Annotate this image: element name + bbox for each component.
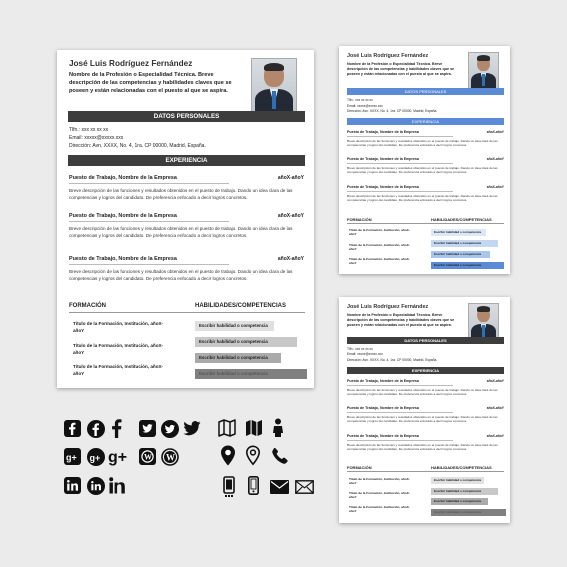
facebook-square-icon — [64, 420, 81, 437]
section-title-education: FORMACIÓN — [347, 465, 372, 470]
twitter-circle-icon — [161, 420, 179, 438]
skill-bar: Escribir habilidad o competencia — [431, 229, 486, 236]
contact-phone: Tlfn.: xxx xx xx xx — [347, 98, 373, 102]
candidate-photo — [468, 303, 499, 340]
facebook-circle-icon — [87, 420, 105, 438]
profession-summary: Nombre de la Profesión o Especialidad Técnica. Breve descripción de las competencias y habilidades claves que se poseen y están relacionadas con el puesto al que se aspira. — [347, 62, 455, 77]
job-description: Breve descripción de las funciones y resultados obtenidos en el puesto de trabajo. Dando un idea clara de las competencias y logros del candidato. De preferencia enfocado a decir logros concretos. — [347, 194, 498, 203]
job-date: añoX-añoY — [486, 130, 504, 134]
contact-address: Dirección: Avn. XXXX, No. 4, 1ra. CP 00000, Madrid, España. — [69, 143, 206, 149]
linkedin-circle-icon — [87, 477, 105, 495]
location-pin-outline-icon — [245, 445, 261, 466]
mobile-outline-icon — [223, 476, 235, 497]
candidate-name: José Luis Rodríguez Fernández — [347, 304, 429, 310]
job-description: Breve descripción de las funciones y resultados obtenidos en el puesto de trabajo. Dando un idea clara de las competencias y logros del candidato. De preferencia enfocado a decir logros concretos. — [347, 139, 498, 148]
section-title-education: FORMACIÓN — [69, 303, 106, 309]
contact-phone: Tlfn.: xxx xx xx xx — [69, 127, 109, 133]
candidate-photo — [251, 58, 297, 113]
section-bar-experience: EXPERIENCIA — [347, 118, 504, 125]
googleplus-circle-icon — [87, 448, 105, 466]
skill-bar: Escribir habilidad o competencia — [195, 369, 307, 379]
skill-bar: Escribir habilidad o competencia — [195, 353, 281, 363]
resume-template-gray-small — [339, 297, 510, 523]
googleplus-square-icon — [64, 448, 81, 465]
contact-email: Email: xxxxx@xxxxx.xxx — [347, 104, 383, 108]
job-description: Breve descripción de las funciones y resultados obtenidos en el puesto de trabajo. Dando un idea clara de las competencias y logros del candidato. De preferencia enfocado a decir logros concretos. — [347, 415, 498, 424]
job-date: añoX-añoY — [486, 157, 504, 161]
education-item: Título de la Formación, Institución, añoX-añoY — [73, 321, 164, 333]
education-item: Título de la Formación, Institución, añoX-añoY — [73, 343, 164, 355]
divider — [69, 264, 229, 265]
skill-bar: Escribir habilidad o competencia — [431, 251, 490, 258]
job-date: añoX-añoY — [277, 256, 304, 262]
svg-text:g+: g+ — [66, 452, 77, 463]
twitter-icon — [183, 421, 201, 436]
education-item: Título de la Formación, Institución, añoX-añoY — [349, 477, 410, 486]
svg-text:W: W — [166, 452, 175, 463]
wordpress-square-icon — [139, 448, 156, 465]
wordpress-circle-icon — [161, 448, 179, 466]
divider — [347, 163, 453, 164]
profession-summary: Nombre de la Profesión o Especialidad Técnica. Breve descripción de las competencias y habilidades claves que se poseen y están relacionadas con el puesto al que se aspira. — [69, 72, 232, 94]
contact-address: Dirección: Avn. XXXX, No. 4, 1ra. CP 00000, Madrid, España. — [347, 358, 438, 362]
skill-bar: Escribir habilidad o competencia — [195, 321, 274, 331]
profession-summary: Nombre de la Profesión o Especialidad Técnica. Breve descripción de las competencias y habilidades claves que se poseen y están relacionadas con el puesto al que se aspira. — [347, 313, 455, 328]
divider — [69, 183, 229, 184]
googleplus-icon — [108, 447, 128, 466]
job-date: añoX-añoY — [486, 185, 504, 189]
divider — [347, 136, 453, 137]
divider — [347, 440, 453, 441]
divider — [69, 312, 305, 313]
education-item: Título de la Formación, Institución, añoX-añoY — [349, 505, 410, 514]
linkedin-icon — [109, 477, 125, 494]
education-item: Título de la Formación, Institución, añoX-añoY — [349, 228, 410, 237]
person-icon — [272, 418, 284, 437]
education-item: Título de la Formación, Institución, añoX-añoY — [73, 364, 164, 376]
phone-icon — [272, 447, 289, 464]
divider — [347, 471, 504, 472]
resume-template-large — [57, 50, 314, 388]
job-title: Puesto de Trabajo, Nombre de la Empresa — [347, 434, 419, 438]
svg-text:g+: g+ — [89, 453, 101, 463]
candidate-name: José Luis Rodríguez Fernández — [69, 59, 193, 68]
education-item: Título de la Formación, Institución, añoX-añoY — [349, 257, 410, 266]
candidate-photo — [468, 52, 499, 89]
candidate-name: José Luis Rodríguez Fernández — [347, 53, 429, 59]
job-date: añoX-añoY — [277, 175, 304, 181]
job-date: añoX-añoY — [277, 213, 304, 219]
envelope-outline-icon — [295, 480, 314, 494]
divider — [347, 223, 504, 224]
linkedin-square-icon — [64, 477, 81, 494]
divider — [347, 412, 453, 413]
contact-email: Email: xxxxx@xxxxx.xxx — [69, 135, 124, 141]
skill-bar: Escribir habilidad o competencia — [431, 488, 498, 495]
job-title: Puesto de Trabajo, Nombre de la Empresa — [347, 130, 419, 134]
job-description: Breve descripción de las funciones y resultados obtenidos en el puesto de trabajo. Dando un idea clara de las competencias y logros del candidato. De preferencia enfocado a decir logros concretos. — [347, 166, 498, 175]
section-title-skills: HABILIDADES/COMPETENCIAS — [431, 217, 492, 222]
section-bar-experience: EXPERIENCIA — [68, 155, 305, 166]
skill-bar: Escribir habilidad o competencia — [431, 262, 504, 269]
location-pin-filled-icon — [220, 445, 236, 466]
twitter-square-icon — [139, 420, 156, 437]
job-description: Breve descripción de las funciones y resultados obtenidos en el puesto de trabajo. Dando un idea clara de las competencias y logros del candidato. De preferencia enfocado a decir logros concretos. — [347, 443, 498, 452]
divider — [69, 221, 229, 222]
skill-bar: Escribir habilidad o competencia — [431, 477, 484, 484]
job-description: Breve descripción de las funciones y resultados obtenidos en el puesto de trabajo. Dando un idea clara de las competencias y logros del candidato. De preferencia enfocado a decir logros concretos. — [347, 388, 498, 397]
map-outline-icon — [218, 419, 236, 437]
svg-text:g+: g+ — [108, 449, 128, 466]
job-title: Puesto de Trabajo, Nombre de la Empresa — [69, 256, 177, 262]
job-description: Breve descripción de las funciones y resultados obtenidos en el puesto de trabajo. Dando un idea clara de las competencias y logros del candidato. De preferencia enfocado a decir logros concretos. — [69, 188, 293, 200]
job-title: Puesto de Trabajo, Nombre de la Empresa — [347, 157, 419, 161]
skill-bar: Escribir habilidad o competencia — [431, 240, 498, 247]
section-title-skills: HABILIDADES/COMPETENCIAS — [195, 303, 287, 309]
contact-email: Email: xxxxx@xxxxx.xxx — [347, 352, 383, 356]
section-bar-personal: DATOS PERSONALES — [347, 337, 504, 344]
job-title: Puesto de Trabajo, Nombre de la Empresa — [69, 213, 177, 219]
section-bar-personal: DATOS PERSONALES — [347, 88, 504, 95]
job-title: Puesto de Trabajo, Nombre de la Empresa — [347, 379, 419, 383]
job-title: Puesto de Trabajo, Nombre de la Empresa — [347, 185, 419, 189]
section-title-education: FORMACIÓN — [347, 217, 372, 222]
divider — [347, 385, 453, 386]
contact-phone: Tlfn.: xxx xx xx xx — [347, 347, 373, 351]
section-bar-experience: EXPERIENCIA — [347, 367, 504, 374]
skill-bar: Escribir habilidad o competencia — [431, 509, 506, 516]
section-title-skills: HABILIDADES/COMPETENCIAS — [431, 465, 492, 470]
map-filled-icon — [245, 419, 263, 437]
education-item: Título de la Formación, Institución, añoX-añoY — [349, 243, 410, 252]
skill-bar: Escribir habilidad o competencia — [195, 337, 297, 347]
svg-text:W: W — [144, 452, 152, 462]
contact-address: Dirección: Avn. XXXX, No. 4, 1ra. CP 00000, Madrid, España. — [347, 109, 438, 113]
facebook-icon — [111, 419, 122, 438]
job-date: añoX-añoY — [486, 406, 504, 410]
job-date: añoX-añoY — [486, 434, 504, 438]
section-bar-personal: DATOS PERSONALES — [68, 111, 305, 122]
envelope-filled-icon — [270, 480, 289, 494]
job-description: Breve descripción de las funciones y resultados obtenidos en el puesto de trabajo. Dando un idea clara de las competencias y logros del candidato. De preferencia enfocado a decir logros concretos. — [69, 226, 293, 238]
job-title: Puesto de Trabajo, Nombre de la Empresa — [347, 406, 419, 410]
resume-template-blue — [339, 46, 510, 274]
skill-bar: Escribir habilidad o competencia — [431, 498, 488, 505]
job-description: Breve descripción de las funciones y resultados obtenidos en el puesto de trabajo. Dando un idea clara de las competencias y logros del candidato. De preferencia enfocado a decir logros concretos. — [69, 269, 293, 281]
education-item: Título de la Formación, Institución, añoX-añoY — [349, 491, 410, 500]
job-title: Puesto de Trabajo, Nombre de la Empresa — [69, 175, 177, 181]
mobile-filled-icon — [248, 476, 259, 495]
divider — [347, 191, 453, 192]
job-date: añoX-añoY — [486, 379, 504, 383]
